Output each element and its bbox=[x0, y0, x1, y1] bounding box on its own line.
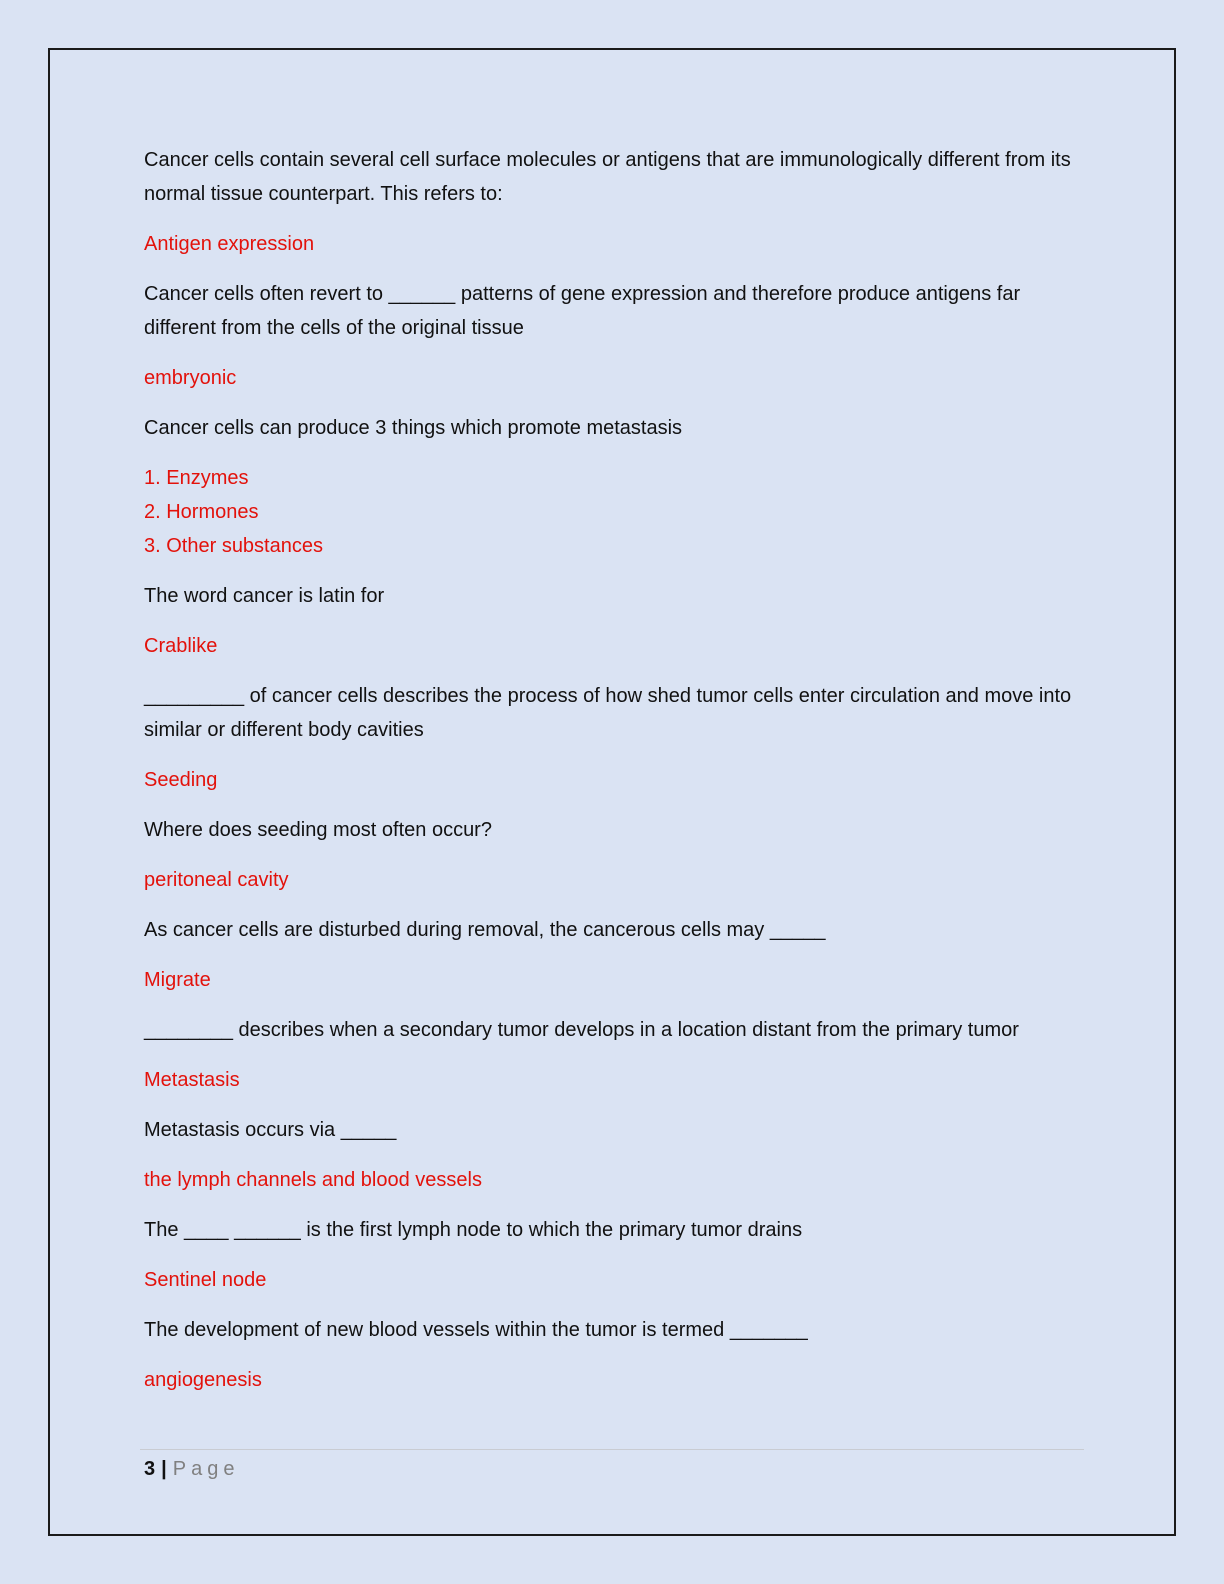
answer-text: Crablike bbox=[144, 635, 218, 657]
answer-text: peritoneal cavity bbox=[144, 869, 289, 891]
question-text: _________ of cancer cells describes the process of how shed tumor cells enter circulation and move into similar or different body cavities bbox=[144, 685, 1072, 741]
answer-text: Metastasis bbox=[144, 1069, 240, 1091]
question-text: The word cancer is latin for bbox=[144, 585, 385, 607]
question-text: The ____ ______ is the first lymph node to which the primary tumor drains bbox=[144, 1219, 803, 1241]
page-footer bbox=[144, 1455, 239, 1483]
answer-text: Sentinel node bbox=[144, 1269, 267, 1291]
question-text: The development of new blood vessels within the tumor is termed _______ bbox=[144, 1319, 808, 1341]
page-number: 3 bbox=[144, 1458, 156, 1480]
footer-divider bbox=[140, 1449, 1084, 1450]
question-text: Where does seeding most often occur? bbox=[144, 819, 492, 841]
answer-text: the lymph channels and blood vessels bbox=[144, 1169, 482, 1191]
question-text: ________ describes when a secondary tumor develops in a location distant from the primary tumor bbox=[144, 1019, 1019, 1041]
answer-text: Migrate bbox=[144, 969, 211, 991]
question-text: Cancer cells often revert to ______ patterns of gene expression and therefore produce antigens far different from the cells of the original tissue bbox=[144, 283, 1021, 339]
footer-separator: | bbox=[161, 1458, 167, 1480]
answer-list-item: 1. Enzymes bbox=[144, 467, 249, 489]
answer-text: angiogenesis bbox=[144, 1369, 262, 1391]
answer-list-item: 2. Hormones bbox=[144, 501, 259, 523]
answer-text: Antigen expression bbox=[144, 233, 315, 255]
document-body bbox=[144, 143, 1084, 1413]
answer-list bbox=[144, 461, 1084, 563]
question-text: Cancer cells can produce 3 things which promote metastasis bbox=[144, 417, 683, 439]
page-label: Page bbox=[172, 1458, 240, 1480]
answer-list-item: 3. Other substances bbox=[144, 535, 323, 557]
question-text: As cancer cells are disturbed during removal, the cancerous cells may _____ bbox=[144, 919, 826, 941]
question-text: Cancer cells contain several cell surface molecules or antigens that are immunologically different from its normal tissue counterpart. This refers to: bbox=[144, 149, 1071, 205]
answer-text: embryonic bbox=[144, 367, 237, 389]
question-text: Metastasis occurs via _____ bbox=[144, 1119, 397, 1141]
answer-text: Seeding bbox=[144, 769, 218, 791]
